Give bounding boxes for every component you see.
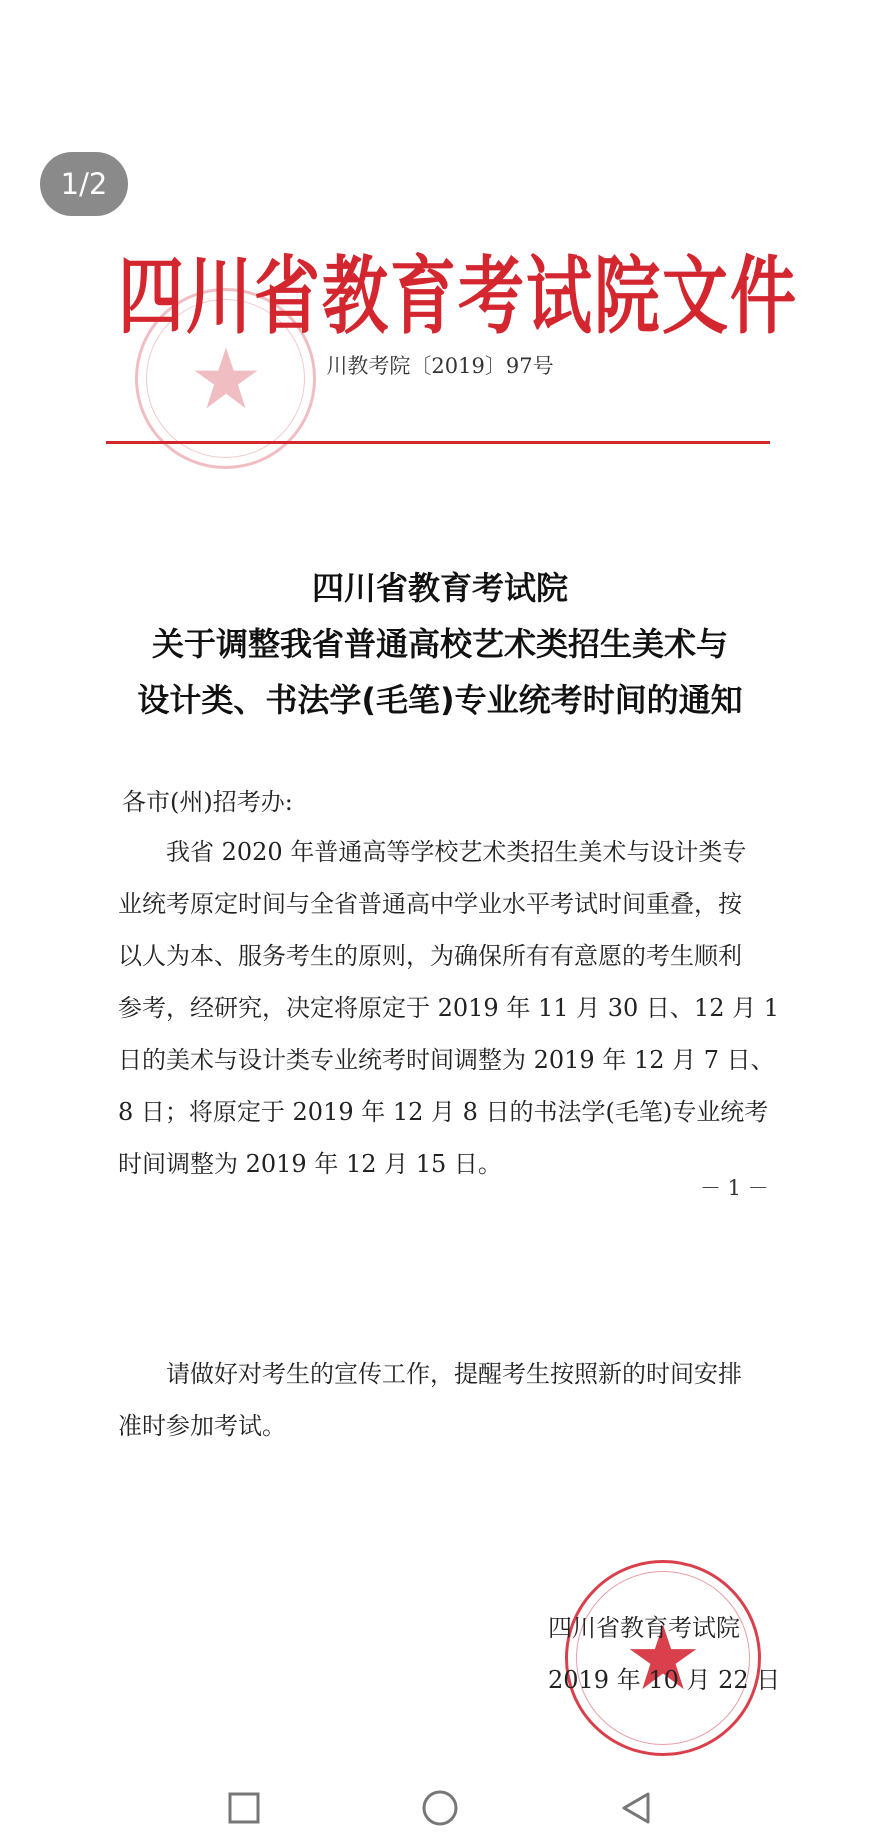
notice-title-line: 四川省教育考试院 [311,569,568,607]
body-paragraph-1 [118,826,779,1190]
body-line: 准时参加考试。 [118,1412,286,1440]
official-seal-bottom [565,1560,761,1756]
system-navigation-bar [0,1778,880,1838]
notice-title-line: 关于调整我省普通高校艺术类招生美术与 [151,625,728,663]
body-line: 日的美术与设计类专业统考时间调整为 2019 年 12 月 7 日、 [118,1046,775,1074]
body-line: 以人为本、服务考生的原则，为确保所有有意愿的考生顺利 [118,942,742,970]
recent-apps-button[interactable] [222,1786,266,1830]
signature-date: 2019 年 10 月 22 日 [548,1666,781,1694]
home-button[interactable] [418,1786,462,1830]
signature-organization: 四川省教育考试院 [548,1614,740,1642]
body-line: 业统考原定时间与全省普通高中学业水平考试时间重叠，按 [118,890,742,918]
body-line: 我省 2020 年普通高等学校艺术类招生美术与设计类专 [118,838,747,866]
home-icon [420,1788,460,1828]
page-indicator: 1/2 [40,152,128,216]
red-divider [106,441,770,444]
salutation: 各市(州)招考办: [122,788,293,816]
back-button[interactable] [614,1786,658,1830]
document-header-title: 四川省教育考试院文件 [118,247,798,346]
document-number: 川教考院〔2019〕97号 [326,354,554,378]
notice-title [0,560,880,728]
body-line: 请做好对考生的宣传工作，提醒考生按照新的时间安排 [118,1360,742,1388]
back-icon [618,1790,654,1826]
page-number: － 1 － [700,1176,769,1200]
body-line: 参考，经研究，决定将原定于 2019 年 11 月 30 日、12 月 1 [118,994,779,1022]
body-paragraph-2 [118,1348,758,1452]
body-line: 8 日；将原定于 2019 年 12 月 8 日的书法学(毛笔)专业统考 [118,1098,769,1126]
recent-apps-icon [227,1791,261,1825]
notice-title-line: 设计类、书法学(毛笔)专业统考时间的通知 [137,681,743,719]
body-line: 时间调整为 2019 年 12 月 15 日。 [118,1150,502,1178]
